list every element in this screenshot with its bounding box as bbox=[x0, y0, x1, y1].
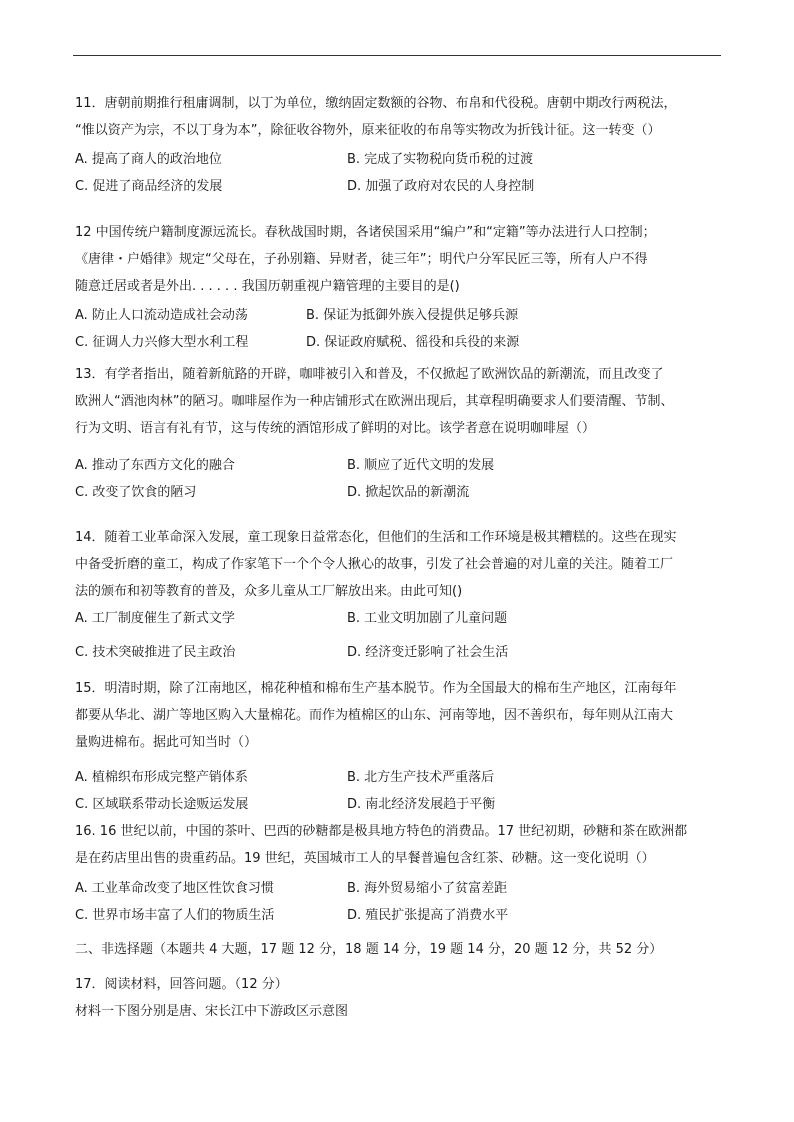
question-16-line-2: 是在药店里出售的贵重药品。19 世纪，英国城市工人的早餐普遍包含红茶、砂糖。这一变化说明（） bbox=[75, 851, 655, 866]
question-12-option-b: B. 保证为抵御外族入侵提供足够兵源 bbox=[306, 308, 519, 323]
question-11-line-1: 11．唐朝前期推行租庸调制，以丁为单位，缴纳固定数额的谷物、布帛和代役税。唐朝中期改行两税法， bbox=[75, 96, 677, 111]
question-13-option-a: A. 推动了东西方文化的融合 bbox=[75, 458, 235, 473]
question-13-option-d: D. 掀起饮品的新潮流 bbox=[347, 485, 470, 500]
question-14-option-c: C. 技术突破推进了民主政治 bbox=[75, 645, 236, 660]
question-15-line-2: 都要从华北、湖广等地区购入大量棉花。而作为植棉区的山东、河南等地，因不善织布，每年则从江南大 bbox=[75, 708, 674, 723]
question-17-material: 材料一下图分别是唐、宋长江中下游政区示意图 bbox=[75, 1004, 349, 1019]
question-16-option-d: D. 殖民扩张提高了消费水平 bbox=[347, 908, 509, 923]
question-13-option-c: C. 改变了饮食的陋习 bbox=[75, 485, 197, 500]
question-16-option-c: C. 世界市场丰富了人们的物质生活 bbox=[75, 908, 275, 923]
question-14-line-3: 法的颁布和初等教育的普及，众多儿童从工厂解放出来。由此可知() bbox=[75, 584, 463, 599]
question-11-option-b: B. 完成了实物税向货币税的过渡 bbox=[347, 152, 534, 167]
question-15-option-a: A. 植棉织布形成完整产销体系 bbox=[75, 770, 248, 785]
question-16-line-1: 16. 16 世纪以前，中国的茶叶、巴西的砂糖都是极具地方特色的消费品。17 世纪初期，砂糖和茶在欧洲都 bbox=[75, 824, 688, 839]
question-17-title: 17．阅读材料，回答问题。（12 分） bbox=[75, 977, 288, 992]
question-15-option-b: B. 北方生产技术严重落后 bbox=[347, 770, 495, 785]
question-15-option-d: D. 南北经济发展趋于平衡 bbox=[347, 797, 496, 812]
question-12-line-1: 12 中国传统户籍制度源远流长。春秋战国时期，各诸侯国采用“编户”和“定籍”等办法进行人口控制； bbox=[75, 225, 656, 240]
question-15-option-c: C. 区域联系带动长途贩运发展 bbox=[75, 797, 249, 812]
question-12-option-a: A. 防止人口流动造成社会动荡 bbox=[75, 308, 248, 323]
question-12-option-d: D. 保证政府赋税、徭役和兵役的来源 bbox=[306, 335, 520, 350]
question-13-line-3: 行为文明、语言有礼有节，这与传统的酒馆形成了鲜明的对比。该学者意在说明咖啡屋（） bbox=[75, 421, 596, 436]
question-15-line-1: 15．明清时期，除了江南地区，棉花种植和棉布生产基本脱节。作为全国最大的棉布生产地区，江南每年 bbox=[75, 681, 677, 696]
question-14-option-d: D. 经济变迁影响了社会生活 bbox=[347, 645, 509, 660]
question-14-option-b: B. 工业文明加剧了儿童问题 bbox=[347, 611, 508, 626]
question-13-option-b: B. 顺应了近代文明的发展 bbox=[347, 458, 495, 473]
question-13-line-1: 13．有学者指出，随着新航路的开辟，咖啡被引入和普及，不仅掀起了欧洲饮品的新潮流，而且改变了 bbox=[75, 367, 664, 382]
question-15-line-3: 量购进棉布。据此可知当时（） bbox=[75, 735, 258, 750]
header-rule bbox=[73, 55, 721, 56]
question-11-option-c: C. 促进了商品经济的发展 bbox=[75, 179, 223, 194]
question-12-option-c: C. 征调人力兴修大型水利工程 bbox=[75, 335, 249, 350]
question-16-option-b: B. 海外贸易缩小了贫富差距 bbox=[347, 881, 508, 896]
question-14-line-1: 14．随着工业革命深入发展，童工现象日益常态化，但他们的生活和工作环境是极其糟糕的。这些在现实 bbox=[75, 530, 677, 545]
question-11-option-a: A. 提高了商人的政治地位 bbox=[75, 152, 222, 167]
question-12-line-2: 《唐律・户婚律》规定“父母在，子孙别籍、异财者，徒三年”；明代户分军民匠三等，所有人户不得 bbox=[75, 252, 648, 267]
section-2-heading: 二、非选择题（本题共 4 大题，17 题 12 分，18 题 14 分，19 题 14 分，20 题 12 分，共 52 分） bbox=[75, 942, 663, 957]
question-11-line-2: “惟以资产为宗，不以丁身为本”，除征收谷物外，原来征收的布帛等实物改为折钱计征。这一转变（） bbox=[75, 123, 661, 138]
question-13-line-2: 欧洲人“酒池肉林”的陋习。咖啡屋作为一种店铺形式在欧洲出现后，其章程明确要求人们要清醒、节制、 bbox=[75, 394, 674, 409]
question-16-option-a: A. 工业革命改变了地区性饮食习惯 bbox=[75, 881, 274, 896]
question-12-line-3: 随意迁居或者是外出. . . . . . 我国历朝重视户籍管理的主要目的是() bbox=[75, 279, 460, 294]
question-14-option-a: A. 工厂制度催生了新式文学 bbox=[75, 611, 235, 626]
question-14-line-2: 中备受折磨的童工，构成了作家笔下一个个令人揪心的故事，引发了社会普遍的对儿童的关注。随着工厂 bbox=[75, 557, 674, 572]
question-11-option-d: D. 加强了政府对农民的人身控制 bbox=[347, 179, 535, 194]
